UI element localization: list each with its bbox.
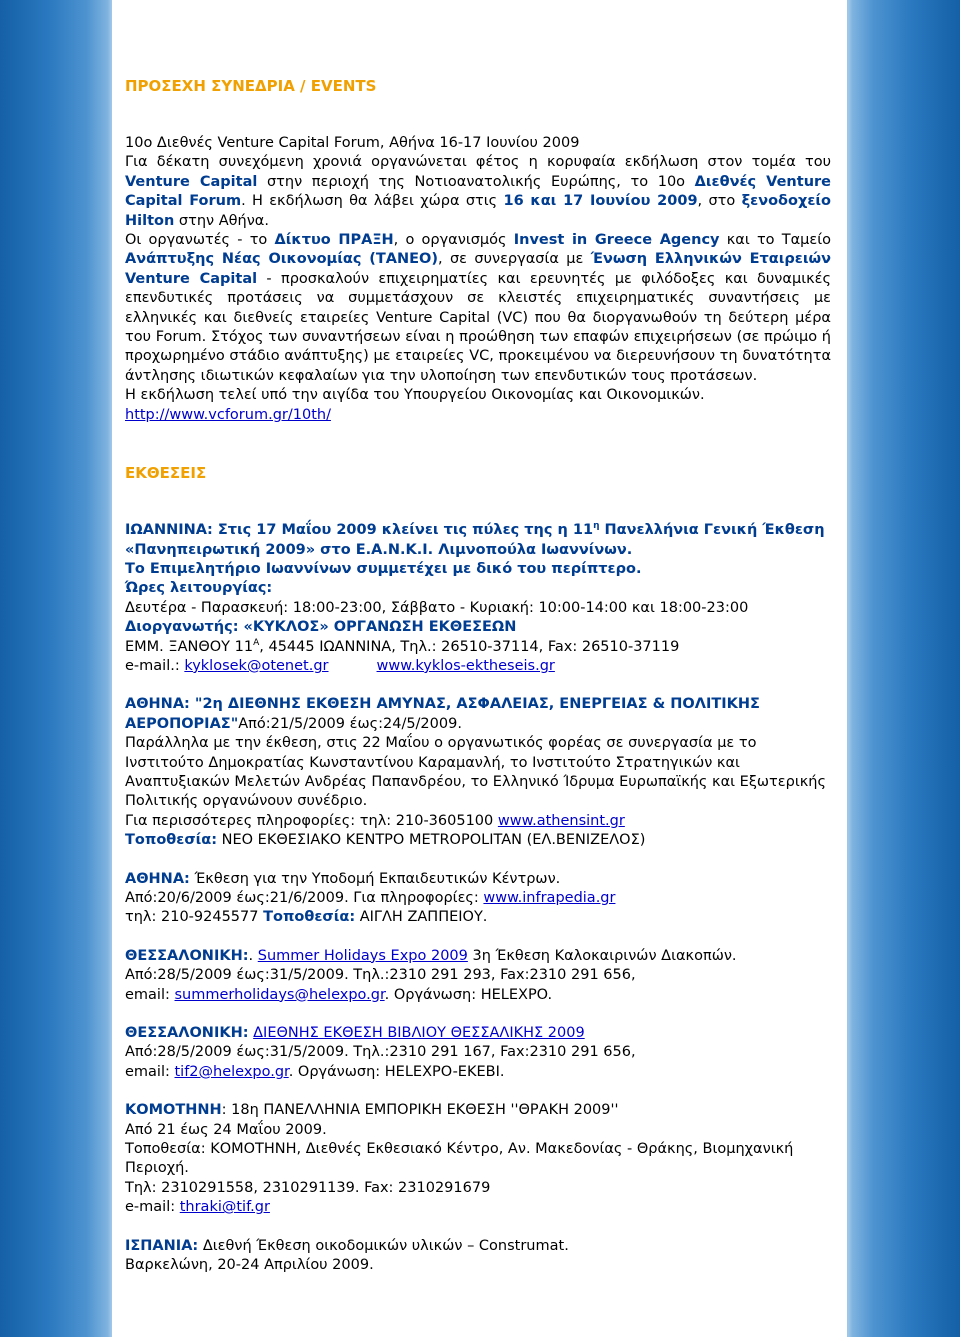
exhibitions-heading: ΕΚΘΕΣΕΙΣ [125,464,207,483]
ioannina-contact: e-mail.: kyklosek@otenet.gr www.kyklos-ektheseis.gr [125,657,555,674]
thessaloniki-holidays-dates: Από:28/5/2009 έως:31/5/2009. Τηλ.:2310 291 293, Fax:2310 291 656, [125,967,636,984]
thessaloniki-book-contact: email: tif2@helexpo.gr. Οργάνωση: HELEXPO-ΕΚΕΒΙ. [125,1063,505,1080]
thessaloniki-book-headline: ΘΕΣΣΑΛΟΝΙΚΗ: ΔΙΕΘΝΗΣ ΕΚΘΕΣΗ ΒΙΒΛΙΟΥ ΘΕΣΣΑΛΙΚΗΣ 2009 [125,1025,585,1042]
kyklosek-email-link[interactable]: kyklosek@otenet.gr [184,657,329,674]
athens-education-block [125,870,831,928]
infrapedia-link[interactable]: www.infrapedia.gr [483,890,616,906]
komotini-location: Τοποθεσία: ΚΟΜΟΤΗΝΗ, Διεθνές Εκθεσιακό Κέντρο, Αν. Μακεδονίας - Θράκης, Βιομηχανική Περιοχή. [125,1141,794,1177]
ioannina-address: ΕΜΜ. ΞΑΝΘΟΥ $11^A$, 45445 ΙΩΑΝΝΙΝΑ, Τηλ.: 26510-37114, Fax: 26510-37119 [125,637,680,655]
athens-defense-headline: ΑΘΗΝΑ: "2η ΔΙΕΘΝΗΣ ΕΚΘΕΣΗ ΑΜΥΝΑΣ, ΑΣΦΑΛΕΙΑΣ, ΕΝΕΡΓΕΙΑΣ & ΠΟΛΙΤΙΚΗΣ ΑΕΡΟΠΟΡΙΑΣ"Από:21/5/2009 έως:24/5/2009. [125,696,760,732]
athens-defense-block [125,695,831,850]
athens-education-dates: Από:20/6/2009 έως:21/6/2009. Για πληροφορίες: www.infrapedia.gr [125,890,616,906]
ioannina-headline: ΙΩΑΝΝΙΝΑ: Στις 17 Μαΐου 2009 κλείνει τις πύλες της η $11^\eta$ Πανελλήνια Γενική Έκθεση «Πανηπειρωτική 2009» στο Ε.Α.Ν.Κ.Ι. Λιμνοπούλα Ιωαννίνων. [125,521,825,558]
summerholidays-email-link[interactable]: summerholidays@helexpo.gr [174,986,385,1003]
ioannina-organizer: Διοργανωτής: «ΚΥΚΛΟΣ» ΟΡΓΑΝΩΣΗ ΕΚΘΕΣΕΩΝ [125,619,517,636]
document-content [125,76,831,1276]
komotini-block [125,1101,831,1217]
kyklos-web-link[interactable]: www.kyklos-ektheseis.gr [376,657,555,674]
events-heading: ΠΡΟΣΕΧΗ ΣΥΝΕΔΡΙΑ / EVENTS [125,77,377,95]
forum-title: 10ο Διεθνές Venture Capital Forum, Αθήνα 16-17 Ιουνίου 2009 [125,135,580,151]
forum-auspices: Η εκδήλωση τελεί υπό την αιγίδα του Υπουργείου Οικονομίας και Οικονομικών. [125,387,705,404]
forum-organizers-paragraph: Οι οργανωτές - το Δίκτυο ΠΡΑΞΗ, ο οργανισμός Invest in Greece Agency και το Ταμείο Ανάπτυξης Νέας Οικονομίας (ΤΑΝΕΟ), σε συνεργασία με Ένωση Ελληνικών Εταιρειών Venture Capital - προσκαλούν επιχειρηματίες και ερευνητές με φιλόδοξες και δυναμικές επενδυτικές προτάσεις να συμμετάσχουν σε κλειστές επιχειρηματικές συναντήσεις με ελληνικές και διεθνείς εταιρείες Venture Capital (VC) που θα διοργανωθούν τη δεύτερη μέρα του Forum. Στόχος των συναντήσεων είναι η προώθηση των επαφών επιχειρήσεων (σε πρώιμο ή προχωρημένο στάδιο ανάπτυξης) με εταιρείες VC, προκειμένου να διερευνήσουν τη δυνατότητα άντλησης ιδιωτικών κεφαλαίων για την υλοποίηση των επενδυτικών τους προτάσεων. [125,232,832,384]
thessaloniki-book-block [125,1024,831,1082]
document-page [112,0,847,1337]
spain-headline: ΙΣΠΑΝΙΑ: Διεθνή Έκθεση οικοδομικών υλικών – Construmat. [125,1237,569,1254]
spain-block [125,1237,831,1276]
vcforum-link[interactable]: http://www.vcforum.gr/10th/ [125,406,331,423]
ioannina-hours-label: Ώρες λειτουργίας: [125,580,273,597]
athens-defense-location: Τοποθεσία: ΝΕΟ ΕΚΘΕΣΙΑΚΟ ΚΕΝΤΡΟ METROPOLITAN (ΕΛ.ΒΕΝΙΖΕΛΟΣ) [125,832,646,849]
tif2-email-link[interactable]: tif2@helexpo.gr [174,1063,289,1080]
forum-link-line [125,406,831,425]
athens-education-headline: ΑΘΗΝΑ: Έκθεση για την Υποδομή Εκπαιδευτικών Κέντρων. [125,870,561,887]
athensint-link[interactable]: www.athensint.gr [497,812,625,829]
spain-dates: Βαρκελώνη, 20-24 Απριλίου 2009. [125,1257,374,1274]
athens-education-location: τηλ: 210-9245577 Τοποθεσία: ΑΙΓΛΗ ΖΑΠΠΕΙΟΥ. [125,909,488,926]
komotini-dates: Από 21 έως 24 Μαΐου 2009. [125,1121,327,1138]
komotini-contact: e-mail: thraki@tif.gr [125,1199,270,1216]
forum-intro-paragraph: Για δέκατη συνεχόμενη χρονιά οργανώνεται φέτος η κορυφαία εκδήλωση στον τομέα του Venture Capital στην περιοχή της Νοτιοανατολικής Ευρώπης, το 10ο Διεθνές Venture Capital Forum. Η εκδήλωση θα λάβει χώρα στις 16 και 17 Ιουνίου 2009, στο ξενοδοχείο Hilton στην Αθήνα. [125,154,831,229]
ioannina-block [125,521,831,676]
komotini-headline: ΚΟΜΟΤΗΝΗ: 18η ΠΑΝΕΛΛΗΝΙΑ ΕΜΠΟΡΙΚΗ ΕΚΘΕΣΗ ''ΘΡΑΚΗ 2009'' [125,1102,619,1119]
ioannina-hours: Δευτέρα - Παρασκευή: 18:00-23:00, Σάββατο - Κυριακή: 10:00-14:00 και 18:00-23:00 [125,599,749,616]
thessaloniki-book-dates: Από:28/5/2009 έως:31/5/2009. Τηλ.:2310 291 167, Fax:2310 291 656, [125,1044,636,1061]
thessaloniki-holidays-headline: ΘΕΣΣΑΛΟΝΙΚΗ:. Summer Holidays Expo 2009 3η Έκθεση Καλοκαιρινών Διακοπών. [125,947,737,964]
thraki-email-link[interactable]: thraki@tif.gr [179,1199,270,1216]
komotini-phones: Τηλ: 2310291558, 2310291139. Fax: 2310291679 [125,1179,491,1196]
thessaloniki-holidays-block [125,947,831,1005]
thessaloniki-holidays-contact: email: summerholidays@helexpo.gr. Οργάνωση: HELEXPO. [125,986,553,1003]
book-fair-link[interactable]: ΔΙΕΘΝΗΣ ΕΚΘΕΣΗ ΒΙΒΛΙΟΥ ΘΕΣΣΑΛΙΚΗΣ 2009 [253,1025,585,1042]
ioannina-chamber: Το Επιμελητήριο Ιωαννίνων συμμετέχει με δικό του περίπτερο. [125,560,642,577]
athens-defense-conference: Παράλληλα με την έκθεση, στις 22 Μαΐου ο οργανωτικός φορέας σε συνεργασία με το Ινστιτούτο Δημοκρατίας Κωνσταντίνου Καραμανλή, το Ινστιτούτο Στρατηγικών και Αναπτυξιακών Μελετών Ανδρέας Παπανδρέου, το Ελληνικό Ίδρυμα Ευρωπαϊκής και Εξωτερικής Πολιτικής οργανώνουν συνέδριο. [125,735,826,810]
athens-defense-info: Για περισσότερες πληροφορίες: τηλ: 210-3605100 www.athensint.gr [125,812,625,829]
summer-holidays-expo-link[interactable]: Summer Holidays Expo 2009 [257,947,468,964]
